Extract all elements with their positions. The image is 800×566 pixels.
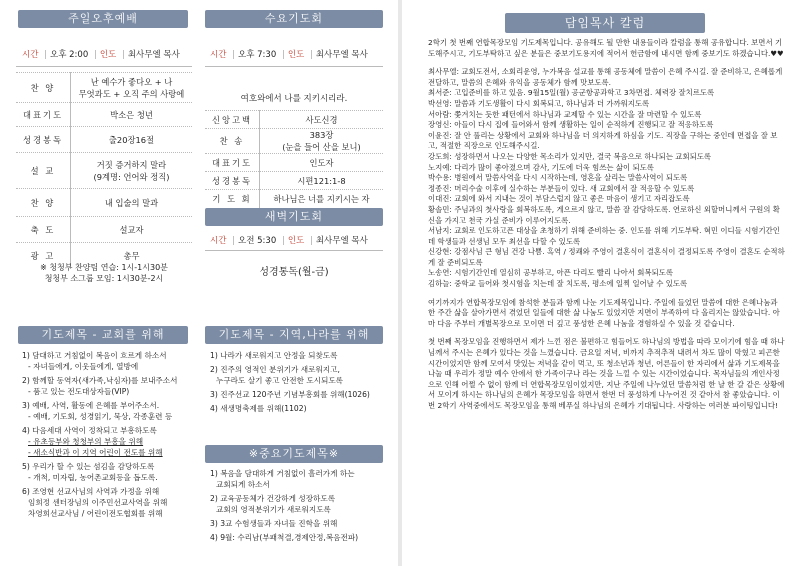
sunday-leader-label: 인도 [99,50,117,60]
prayer-church-line: - 새소식반과 이 지역 어린이 전도를 위해 [28,448,163,457]
wednesday-order-row [205,154,383,172]
prayer-region-item [210,403,388,414]
wednesday-leader: 최사무엘 목사 [315,50,368,60]
sunday-order-label: 찬 양 [16,189,71,217]
dawn-leader-label: 인도 [287,236,305,246]
column-body [428,38,786,420]
dawn-leader: 최사무엘 목사 [315,236,368,246]
prayer-important-item [210,468,388,490]
prayer-church-line: 4) 다음세대 사역이 정착되고 부흥하도록 [22,426,157,435]
prayer-church-list [22,350,198,522]
column-prayer-entry: 노송연: 시험기간인데 열심히 공부하고, 아픈 다리도 빨리 나아서 회복되도록 [428,268,673,278]
prayer-important-item [210,518,388,529]
sunday-time-label: 시간 [22,50,39,60]
column-prayer-entry: 서남지: 교회로 인도하고픈 대상을 초청하기 위해 준비하는 중. 인도를 위해 기도부탁. 혁민 이디들 시험기간인데 학생들과 선생님 모두 최선을 다할 수 있도록 [428,226,780,246]
prayer-important-line: 3) 3교 수험생들과 자녀들 진학을 위해 [210,519,338,528]
wednesday-leader-label: 인도 [287,50,305,60]
wednesday-order-value-line: 시편121:1-8 [297,175,346,186]
prayer-region-list [210,350,388,417]
dawn-time-label: 시간 [210,236,227,246]
sunday-meta: 시간 | 오후 2:00 | 인도 | 최사무엘 목사 [22,50,180,60]
sunday-divider [16,66,192,67]
prayer-region-title: 기도제목 - 지역,나라를 위해 [205,326,383,344]
sunday-order-value [71,153,193,189]
prayer-region-item [210,364,388,386]
column-prayer-entry: 이윤진: 잘 안 풀리는 상황에서 교회와 하나님을 더 의지하게 하심을 기도. 직장을 구하는 중인데 면접을 잘 보고, 적절한 직장으로 인도해주시길. [428,130,778,151]
prayer-church-line: 5) 우리가 할 수 있는 섬김을 감당하도록 [22,462,155,471]
sunday-order-value [71,103,193,127]
wednesday-order-label: 찬 송 [205,129,260,154]
prayer-important-line: 교회의 영적분위기가 새로워지도록 [216,505,331,514]
sunday-order-value-line: (9계명: 언어와 정직) [93,171,170,182]
sunday-order-value-line: 무엇과도 + 오직 주의 사랑에 [78,88,185,99]
wednesday-order-value-line: 사도신경 [305,114,338,125]
wednesday-handwritten-note: 여호와에서 나를 지키시리라. [240,94,348,104]
prayer-church-line: - 자녀들에게, 이웃들에게, 열방에 [28,362,139,371]
prayer-church-line: - 예배, 기도회, 성경읽기, 묵상, 각종훈련 등 [28,412,173,421]
prayer-church-line: - 유초등부와 청청부의 부흥을 위해 [28,437,144,446]
column-title: 담임목사 칼럼 [505,13,705,33]
wednesday-order-label: 성경봉독 [205,172,260,190]
sunday-order-value-line: 설교자 [119,224,144,235]
prayer-church-item [22,461,198,483]
sunday-order-label: 대표기도 [16,103,71,127]
column-prayer-entry: 최서준: 고입준비를 하고 있음. 9월15일(월) 공군항공과학고 3차면접. 체력장 잘치르도록 [428,88,715,98]
prayer-church-line: - 품고 있는 전도대상자들(VIP) [28,387,130,396]
column-prayer-entry: 이대진: 교회에 와서 지내는 것이 부담스럽지 않고 좋은 마음이 생기고 자리잡도록 [428,194,690,204]
prayer-church-line: 2) 함께할 동역자(새가족,낙심자)를 보내주소서 [22,376,178,385]
wednesday-order-value [260,154,384,172]
prayer-important-item [210,532,388,543]
column-prayer-entry: 박선영: 말씀과 기도생활이 다시 회복되고, 하나님과 더 가까워지도록 [428,98,650,108]
wednesday-order-table [205,110,383,208]
prayer-church-item [22,375,198,397]
wednesday-order-value-line: 하나님은 너를 지키시는 자 [273,193,370,204]
prayer-region-line: 2) 진주의 영적인 분위기가 새로워지고, [210,365,340,374]
sunday-order-value-line: 출20장16절 [108,134,155,145]
sunday-service-title: 주일오후예배 [18,10,188,28]
prayer-important-title: ※중요기도제목※ [205,445,383,463]
column-paragraph-2: 첫 번째 목장모임을 진행하면서 제가 느낀 점은 불편하고 힘들어도 하나님의 방법을 따라 모이기에 힘을 때 하나님께서 주시는 은혜가 있다는 것을 느꼈습니다. 금요일 저녁, 비까지 추적추적 내려서 차도 많이 막혔고 피곤한 시간이었지만 함께 모여서 맛있는 저녁을 같이 먹고, 또 청소년과 청년, 어른들이 한 자리에서 삶과 기도제목을 나눌 때 우리가 정말 예수 안에서 한 가족이구나 라는 것을 느낄 수 있는 시간이었습니다. 목자님들의 개인사정으로 인해 어쩔 수 없이 함께 더 연합목장모임이었지만, 지난 주일에 나누었던 말씀처럼 한 날 한 갈 같은 상황에서 모이게 하시는 하나님의 은혜가 목장모임을 하면서 한번 더 풍성하게 나누어진 것 같아서 참 좋았습니다. 이번 2학기 사역중에서도 목장모임을 통해 베푸실 하나님의 은혜가 기대됩니다. 사랑하는 여러분 파이팅입니다! [428,337,785,410]
wednesday-order-value [260,129,384,154]
prayer-church-item [22,350,198,372]
column-prayer-entry: 박수용: 병원에서 말씀사역을 다시 시작하는데, 영혼을 살리는 말씀사역이 되도록 [428,173,688,183]
prayer-church-line: 6) 조영현 선교사님의 사역과 가정을 위해 [22,487,160,496]
sunday-note-2: 청청부 소그룹 모임: 1시30분-2시 [44,274,164,283]
wednesday-order-value [260,190,384,208]
column-entries [428,67,786,289]
sunday-order-value-line: 난 예수가 좋다오 + 나 [90,76,173,87]
column-prayer-entry: 장영신: 아들이 다시 집에 들어와서 함께 생활하는 일이 순적하게 진행되고 잘 적응하도록 [428,120,714,130]
wednesday-order-label: 대표기도 [205,154,260,172]
prayer-important-line: 1) 복음을 담대하게 거침없이 흘러가게 하는 [210,469,355,478]
prayer-important-item [210,493,388,515]
sunday-order-row [16,73,192,103]
sunday-order-row [16,127,192,153]
sunday-order-value [71,73,193,103]
column-prayer-entry: 강도희: 성장하면서 나오는 다양한 목소리가 있지만, 결국 복음으로 하나되는 교회되도록 [428,151,712,161]
wednesday-order-value [260,111,384,129]
wednesday-time-label: 시간 [210,50,227,60]
prayer-region-line: 3) 진주선교 120주년 기념부흥회를 위해(1026) [210,390,370,399]
prayer-important-line: 4) 9월: 수리남(부패척결,경제안정,복음전파) [210,533,359,542]
wednesday-order-value-line: 인도자 [309,157,334,168]
column-intro: 2학기 첫 번째 연합목장모임 기도제목입니다. 공유해도 될 만한 내용들이라 칼럼을 통해 공유합니다. 보면서 기도해주시고, 기도부탁하고 싶은 분들은 중보기도용지에 적어서 헌금함에 내시면 함께 중보기도 하겠습니다.♥♥ [428,38,784,58]
sunday-order-row [16,103,192,127]
sunday-order-row [16,189,192,217]
sunday-order-label: 성경봉독 [16,127,71,153]
wednesday-meta: 시간 | 오후 7:30 | 인도 | 최사무엘 목사 [210,50,368,60]
sunday-note-1: ※ 청청부 찬양팀 연습: 1시-1시30분 [40,263,168,272]
wednesday-order-row [205,190,383,208]
prayer-church-line: 3) 예배, 사역, 활동에 은혜를 부어주소서. [22,401,160,410]
dawn-time: 오전 5:30 [238,236,277,246]
sunday-time: 오후 2:00 [50,50,89,60]
prayer-region-line: 4) 새생명축제를 위해(1102) [210,404,307,413]
wednesday-title: 수요기도회 [205,10,383,28]
sunday-order-label: 축 도 [16,217,71,243]
prayer-important-line: 2) 교육공동체가 건강하게 성장하도록 [210,494,336,503]
sunday-order-value-line: 거짓 증거하지 말라 [96,159,167,170]
prayer-important-list [210,468,388,546]
dawn-text: 성경통독(월-금) [259,267,329,278]
wednesday-time: 오후 7:30 [238,50,277,60]
prayer-important-line: 교회되게 하소서 [216,480,270,489]
sunday-order-table [16,72,192,269]
sunday-order-value-line: 총무 [123,250,140,261]
prayer-church-item [22,486,198,519]
prayer-church-item [22,400,198,422]
sunday-order-value [71,189,193,217]
column-prayer-entry: 최사무엘: 교회도전서, 소회리운영, 누가복음 설교를 통해 공동체에 말씀이 은혜 주시길. 잘 준비하고, 은혜롭게 전달하고, 말씀의 은혜와 유익을 공동체가 함께 맛보도록. [428,67,783,87]
wednesday-order-value-line: 383장 [309,130,334,140]
column-prayer-entry: 노지예: 다리가 많이 좋아졌으며 감사, 기도에 더욱 힘쓰는 삶이 되도록 [428,162,654,172]
prayer-church-item [22,425,198,458]
column-prayer-entry: 황솔민: 주님과의 첫사랑을 회복하도록, 게으르지 않고, 말씀 잘 감당하도록. 연로하신 외할머니께서 구원의 확신을 가지고 천국 가실 준비가 이루어지도록. [428,204,780,225]
wednesday-order-row [205,111,383,129]
prayer-church-line: 1) 담대하고 거침없이 복음이 흐르게 하소서 [22,351,167,360]
sunday-order-value [71,127,193,153]
column-prayer-entry: 서아람: 쫓겨치는 듯한 패턴에서 하나님과 교제할 수 있는 시간을 잘 마련할 수 있도록 [428,109,702,119]
dawn-meta: 시간 | 오전 5:30 | 인도 | 최사무엘 목사 [210,236,368,246]
sunday-order-value-line: 내 입술의 말과 [104,197,159,208]
sunday-order-label: 광 고 [16,243,71,269]
wednesday-divider [205,66,383,67]
sunday-order-label: 찬 양 [16,73,71,103]
wednesday-order-label: 신앙고백 [205,111,260,129]
column-prayer-entry: 정종진: 머리수술 이후에 실수하는 부분들이 있다. 새 교회에서 잘 적응할 수 있도록 [428,183,695,193]
sunday-order-label: 설 교 [16,153,71,189]
prayer-region-line: 누구라도 살기 좋고 안전한 도시되도록 [216,376,344,385]
sunday-order-row [16,153,192,189]
sunday-order-value-line: 박소은 청년 [110,109,153,120]
wednesday-order-label: 기 도 회 [205,190,260,208]
sunday-leader: 최사무엘 목사 [127,50,180,60]
wednesday-order-value-line: (눈을 들어 산을 보니) [282,142,361,152]
wednesday-order-row [205,172,383,190]
prayer-church-line: 차영희선교사님 / 어린이전도협회를 위해 [28,509,163,518]
sunday-notes [16,262,192,284]
wednesday-order-row [205,129,383,154]
prayer-region-item [210,389,388,400]
column-prayer-entry: 김하늘: 중학교 들어와 첫시험을 치는데 잘 치도록, 평소에 일찍 일어날 수 있도록 [428,279,688,289]
dawn-title: 새벽기도회 [205,208,383,226]
dawn-divider [205,250,383,251]
sunday-order-row [16,217,192,243]
wednesday-order-value [260,172,384,190]
prayer-region-item [210,350,388,361]
prayer-church-line: 임희정 센터장님의 이주민선교사역을 위해 [28,498,168,507]
prayer-region-line: 1) 나라가 새로워지고 안정을 되찾도록 [210,351,338,360]
column-prayer-entry: 신강현: 강점사님 큰 형님 건강 나쁨. 흑역 / 정쾌와 주영이 결혼식이 결혼식이 결정되도록 주영이 결혼도 순적하게 잘 준비되도록 [428,247,785,267]
prayer-church-line: - 개척, 미자립, 농어촌교회등을 돕도록. [28,473,158,482]
column-paragraph-1: 여기까지가 연합목장모임에 참석한 분들과 함께 나눈 기도제목입니다. 주일에 들었던 말씀에 대한 은혜나눔과 한 주간 삶을 살아가면서 겪었던 일들에 대한 삶 나눔도 있었지만 지면이 부족하여 다 올리지는 않았습니다. 아마 다음 주부터 개별목장으로 모이면 더 깊고 풍성한 은혜 나눔을 경험하실 수 있을 것 같습니다. [428,297,780,328]
sunday-order-value [71,217,193,243]
prayer-church-title: 기도제목 - 교회를 위해 [18,326,188,344]
